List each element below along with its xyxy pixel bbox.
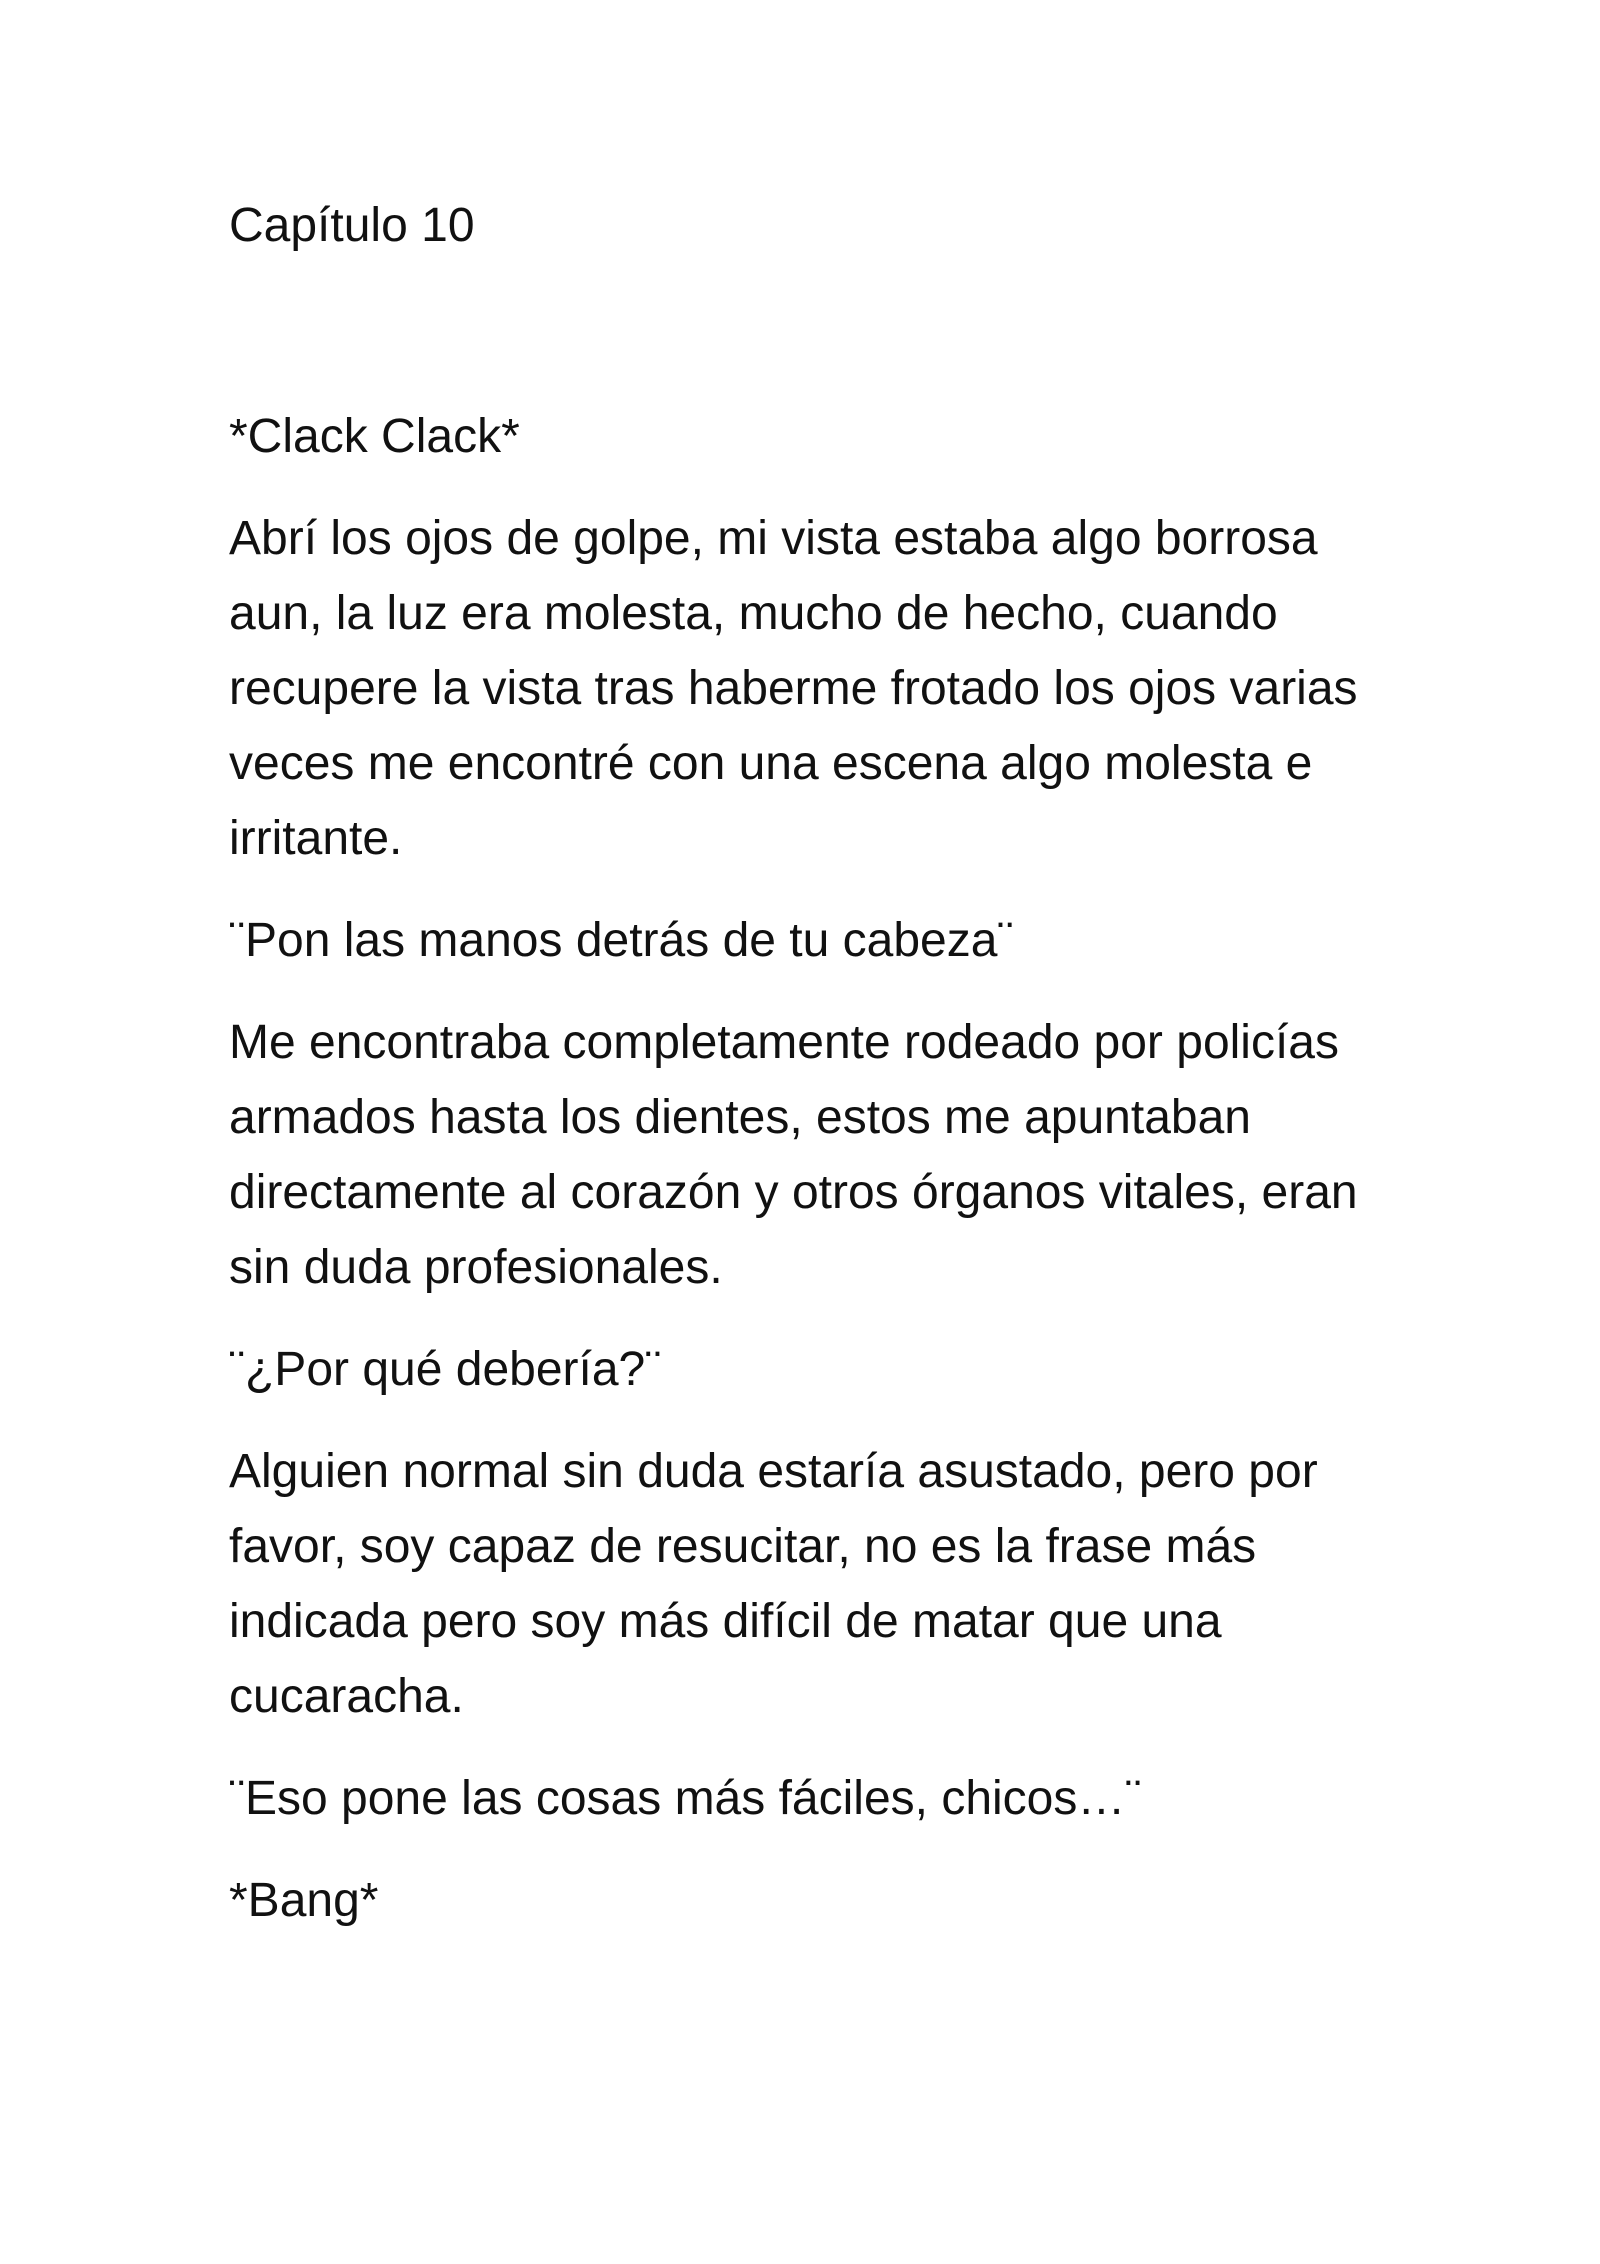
chapter-title: Capítulo 10 (229, 199, 475, 252)
page-content (229, 194, 1399, 1965)
sound-effect-clack: *Clack Clack* (229, 410, 520, 463)
dialogue-why-should-i: ¨¿Por qué debería?¨ (229, 1343, 662, 1396)
dialogue-makes-things-easier: ¨Eso pone las cosas más fáciles, chicos…¨ (229, 1772, 1142, 1825)
paragraph-waking-up: Abrí los ojos de golpe, mi vista estaba algo borrosa aun, la luz era molesta, mucho de hecho, cuando recupere la vista tras haberme frotado los ojos varias veces me encontré con una escena algo molesta e irritante. (229, 512, 1358, 865)
paragraph-surrounded: Me encontraba completamente rodeado por policías armados hasta los dientes, estos me apuntaban directamente al corazón y otros órganos vitales, eran sin duda profesionales. (229, 1016, 1358, 1294)
chapter-body (229, 399, 1399, 1938)
paragraph-resurrect: Alguien normal sin duda estaría asustado, pero por favor, soy capaz de resucitar, no es la frase más indicada pero soy más difícil de matar que una cucaracha. (229, 1445, 1318, 1723)
dialogue-hands-behind-head: ¨Pon las manos detrás de tu cabeza¨ (229, 914, 1014, 967)
sound-effect-bang: *Bang* (229, 1874, 379, 1927)
